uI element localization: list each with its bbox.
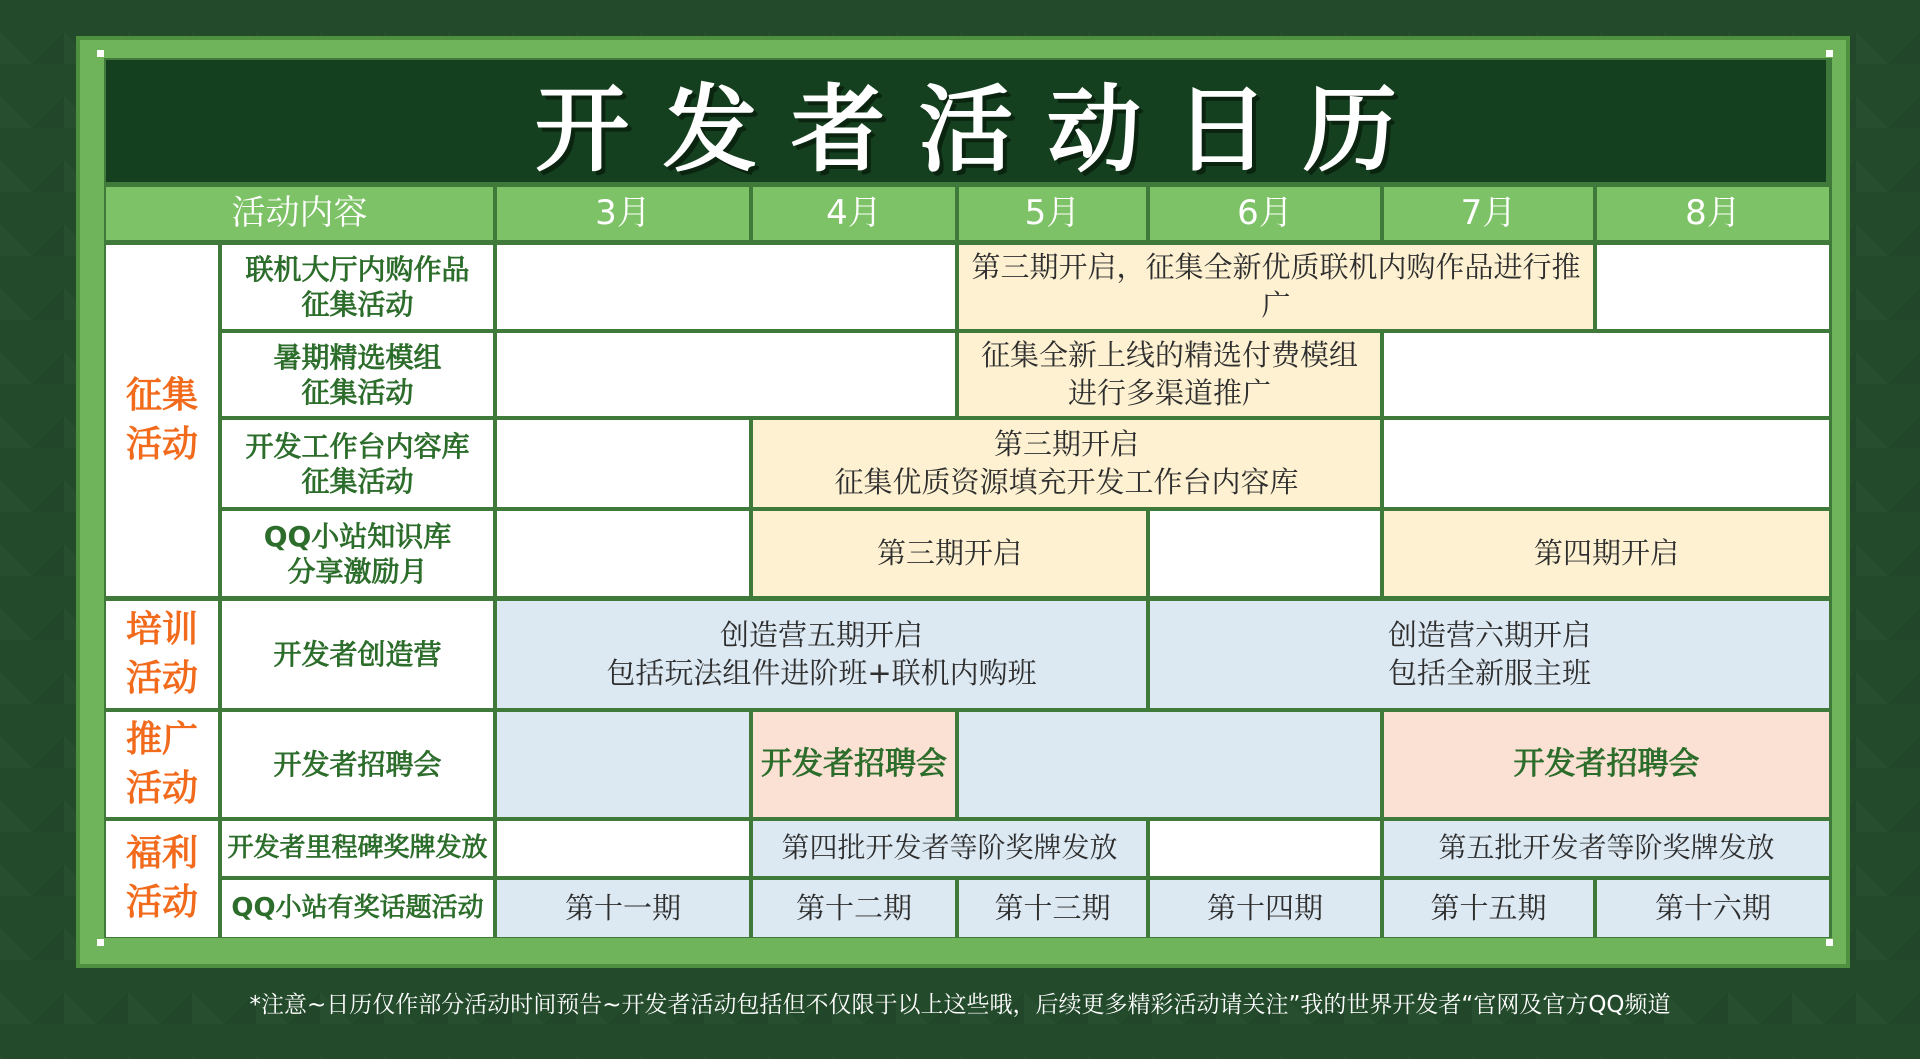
event-knowledge-b: 第四期开启 <box>1384 511 1829 596</box>
period-12: 第十二期 <box>753 880 955 937</box>
corner-dot <box>97 50 104 57</box>
corner-dot <box>1826 50 1833 57</box>
category-training: 培训 活动 <box>106 601 218 708</box>
row-name-job-fair: 开发者招聘会 <box>222 712 493 817</box>
corner-dot <box>1826 939 1833 946</box>
row-name-camp: 开发者创造营 <box>222 601 493 708</box>
page-title: 开发者活动日历 <box>534 75 1431 185</box>
empty-cell <box>1150 511 1380 596</box>
period-11: 第十一期 <box>497 880 749 937</box>
event-workbench: 第三期开启 征集优质资源填充开发工作台内容库 <box>753 420 1380 507</box>
header-month-4: 4月 <box>753 187 955 240</box>
event-camp-a: 创造营五期开启 包括玩法组件进阶班+联机内购班 <box>497 601 1146 708</box>
title-bar <box>106 60 1826 185</box>
category-welfare: 福利 活动 <box>106 821 218 937</box>
event-summer: 征集全新上线的精选付费模组 进行多渠道推广 <box>959 333 1380 416</box>
row-name-lobby: 联机大厅内购作品 征集活动 <box>222 245 493 329</box>
category-collect: 征集 活动 <box>106 245 218 596</box>
event-job-fair-b: 开发者招聘会 <box>1384 712 1829 817</box>
header-month-3: 3月 <box>497 187 749 240</box>
corner-dot <box>97 939 104 946</box>
header-month-7: 7月 <box>1384 187 1593 240</box>
event-medal-b: 第五批开发者等阶奖牌发放 <box>1384 821 1829 876</box>
header-content-label: 活动内容 <box>106 187 493 240</box>
empty-cell <box>1150 821 1380 876</box>
period-14: 第十四期 <box>1150 880 1380 937</box>
event-camp-b: 创造营六期开启 包括全新服主班 <box>1150 601 1829 708</box>
period-15: 第十五期 <box>1384 880 1593 937</box>
empty-cell <box>1597 245 1829 329</box>
row-name-topic: QQ小站有奖话题活动 <box>222 880 493 937</box>
empty-cell <box>1384 333 1829 416</box>
period-16: 第十六期 <box>1597 880 1829 937</box>
empty-cell <box>1384 420 1829 507</box>
header-month-5: 5月 <box>959 187 1146 240</box>
empty-cell <box>959 712 1380 817</box>
event-medal-a: 第四批开发者等阶奖牌发放 <box>753 821 1146 876</box>
empty-cell <box>497 511 749 596</box>
header-month-8: 8月 <box>1597 187 1829 240</box>
category-promotion: 推广 活动 <box>106 712 218 817</box>
empty-cell <box>497 821 749 876</box>
empty-cell <box>497 245 955 329</box>
row-name-knowledge: QQ小站知识库 分享激励月 <box>222 511 493 596</box>
header-month-6: 6月 <box>1150 187 1380 240</box>
event-job-fair-a: 开发者招聘会 <box>753 712 955 817</box>
footer-note: *注意~日历仅作部分活动时间预告~开发者活动包括但不仅限于以上这些哦，后续更多精彩活动请关注”我的世界开发者“官网及官方QQ频道 <box>249 992 1671 1018</box>
row-name-summer: 暑期精选模组 征集活动 <box>222 333 493 416</box>
row-name-medal: 开发者里程碑奖牌发放 <box>222 821 493 876</box>
event-lobby: 第三期开启，征集全新优质联机内购作品进行推广 <box>959 245 1593 329</box>
empty-cell <box>497 420 749 507</box>
row-name-workbench: 开发工作台内容库 征集活动 <box>222 420 493 507</box>
empty-cell <box>497 333 955 416</box>
period-13: 第十三期 <box>959 880 1146 937</box>
empty-cell <box>497 712 749 817</box>
event-knowledge-a: 第三期开启 <box>753 511 1146 596</box>
